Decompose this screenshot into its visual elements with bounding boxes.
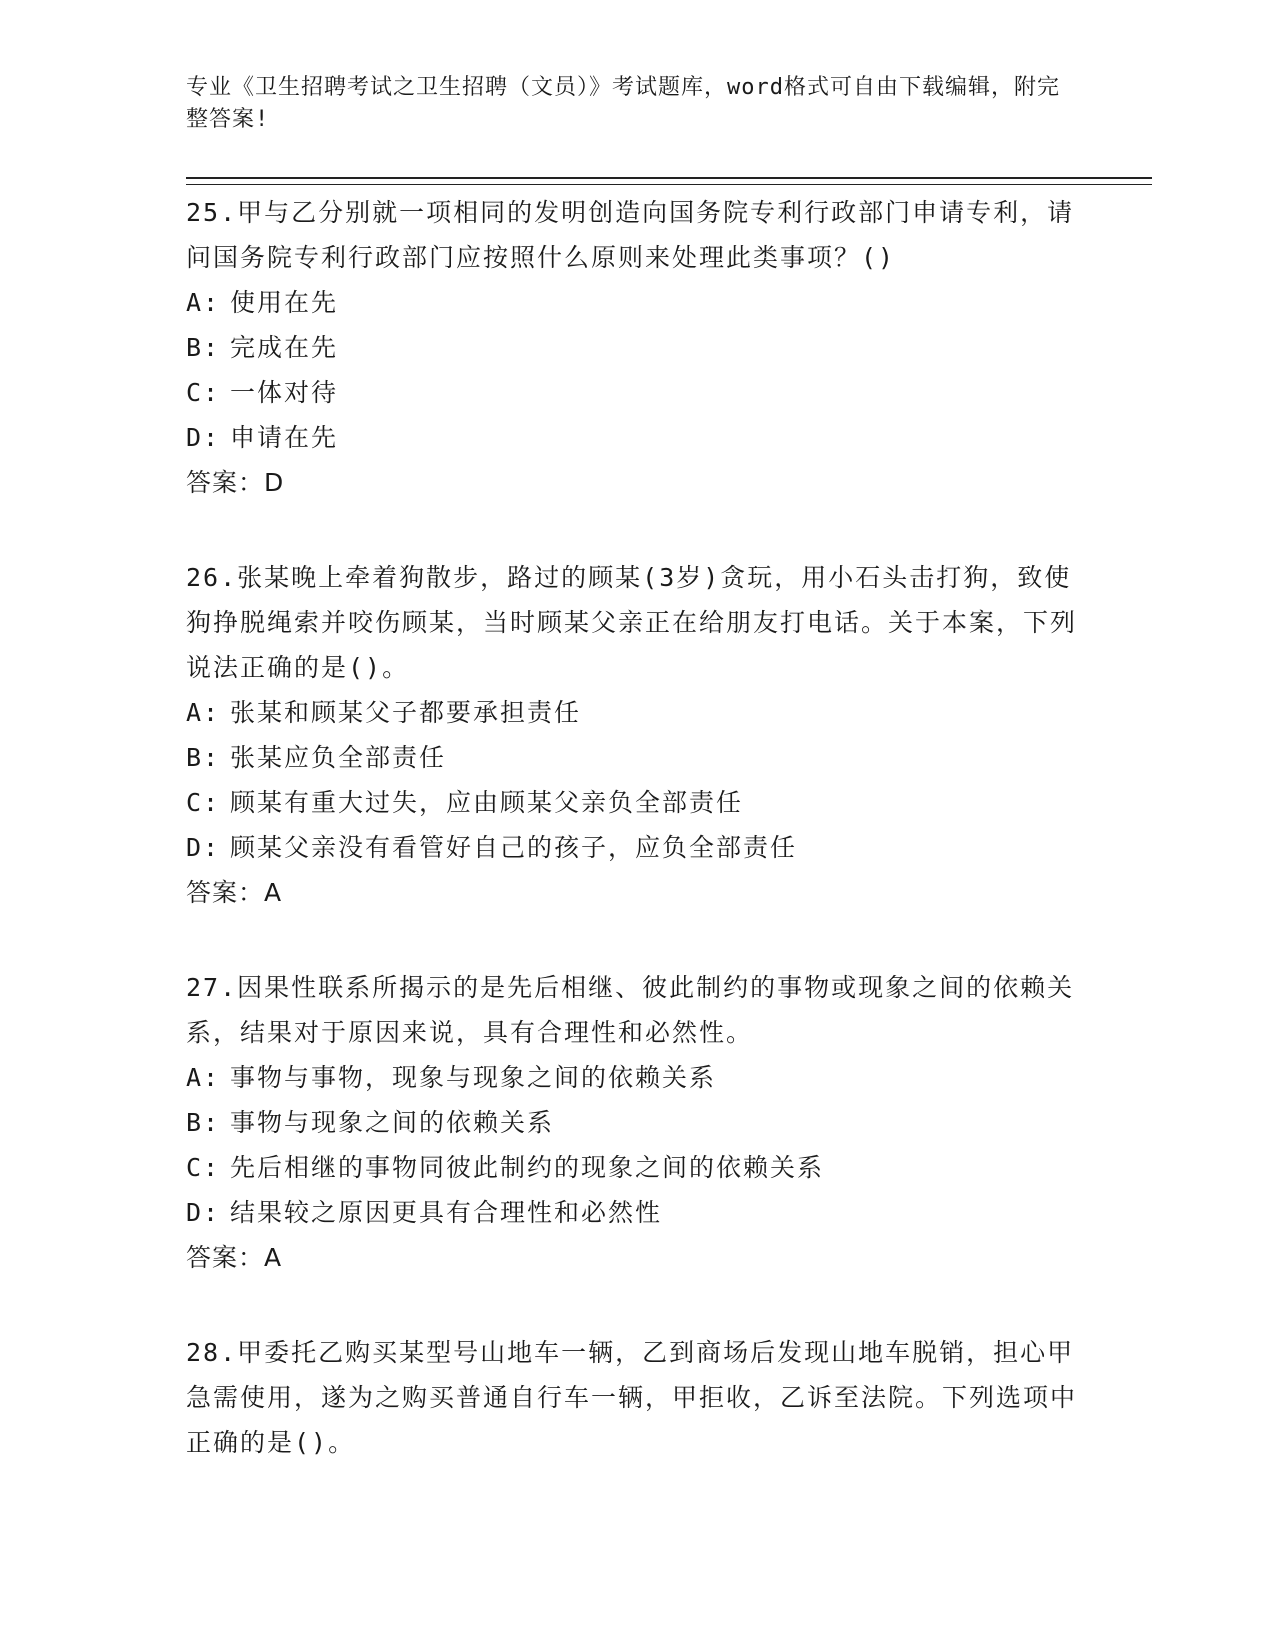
option-letter: B: (186, 743, 221, 772)
question-27 (186, 965, 1086, 1280)
option-d (186, 415, 1086, 460)
option-c (186, 780, 1086, 825)
question-list (186, 190, 1086, 1465)
option-text: 先后相继的事物同彼此制约的现象之间的依赖关系 (230, 1153, 825, 1182)
option-text: 事物与事物，现象与现象之间的依赖关系 (230, 1063, 717, 1092)
option-text: 完成在先 (230, 333, 339, 362)
question-stem: 26.张某晚上牵着狗散步，路过的顾某(3岁)贪玩，用小石头击打狗，致使狗挣脱绳索并咬伤顾某，当时顾某父亲正在给朋友打电话。关于本案，下列说法正确的是()。 (186, 563, 1078, 682)
question-spacer (186, 505, 1086, 555)
option-letter: C: (186, 378, 221, 407)
option-text: 顾某有重大过失，应由顾某父亲负全部责任 (230, 788, 744, 817)
option-a (186, 1055, 1086, 1100)
option-text: 事物与现象之间的依赖关系 (230, 1108, 555, 1137)
option-letter: A: (186, 1063, 221, 1092)
option-letter: D: (186, 1198, 221, 1227)
option-text: 申请在先 (230, 423, 339, 452)
question-stem: 28.甲委托乙购买某型号山地车一辆，乙到商场后发现山地车脱销，担心甲急需使用，遂为之购买普通自行车一辆，甲拒收，乙诉至法院。下列选项中正确的是()。 (186, 1338, 1078, 1457)
option-c (186, 1145, 1086, 1190)
option-letter: C: (186, 1153, 221, 1182)
option-text: 张某和顾某父子都要承担责任 (230, 698, 582, 727)
option-text: 张某应负全部责任 (230, 743, 447, 772)
question-25 (186, 190, 1086, 505)
answer-line: 答案：A (186, 1243, 283, 1272)
question-28 (186, 1330, 1086, 1465)
option-letter: D: (186, 423, 221, 452)
question-stem: 25.甲与乙分别就一项相同的发明创造向国务院专利行政部门申请专利，请问国务院专利行政部门应按照什么原则来处理此类事项？() (186, 198, 1075, 272)
option-c (186, 370, 1086, 415)
option-letter: A: (186, 698, 221, 727)
document-header: 专业《卫生招聘考试之卫生招聘（文员）》考试题库，word格式可自由下载编辑，附完整答案! (186, 75, 1060, 132)
question-stem: 27.因果性联系所揭示的是先后相继、彼此制约的事物或现象之间的依赖关系，结果对于原因来说，具有合理性和必然性。 (186, 973, 1075, 1047)
option-text: 顾某父亲没有看管好自己的孩子，应负全部责任 (230, 833, 798, 862)
option-a (186, 690, 1086, 735)
option-a (186, 280, 1086, 325)
option-b (186, 1100, 1086, 1145)
option-letter: C: (186, 788, 221, 817)
option-text: 一体对待 (230, 378, 339, 407)
option-text: 结果较之原因更具有合理性和必然性 (230, 1198, 663, 1227)
option-b (186, 325, 1086, 370)
answer-line: 答案：D (186, 468, 285, 497)
option-letter: B: (186, 1108, 221, 1137)
option-text: 使用在先 (230, 288, 339, 317)
question-26 (186, 555, 1086, 915)
option-letter: A: (186, 288, 221, 317)
option-d (186, 1190, 1086, 1235)
option-letter: D: (186, 833, 221, 862)
answer-line: 答案：A (186, 878, 283, 907)
option-b (186, 735, 1086, 780)
option-letter: B: (186, 333, 221, 362)
question-spacer (186, 1280, 1086, 1330)
header-divider-bottom (186, 184, 1152, 185)
option-d (186, 825, 1086, 870)
header-divider-top (186, 177, 1152, 179)
question-spacer (186, 915, 1086, 965)
